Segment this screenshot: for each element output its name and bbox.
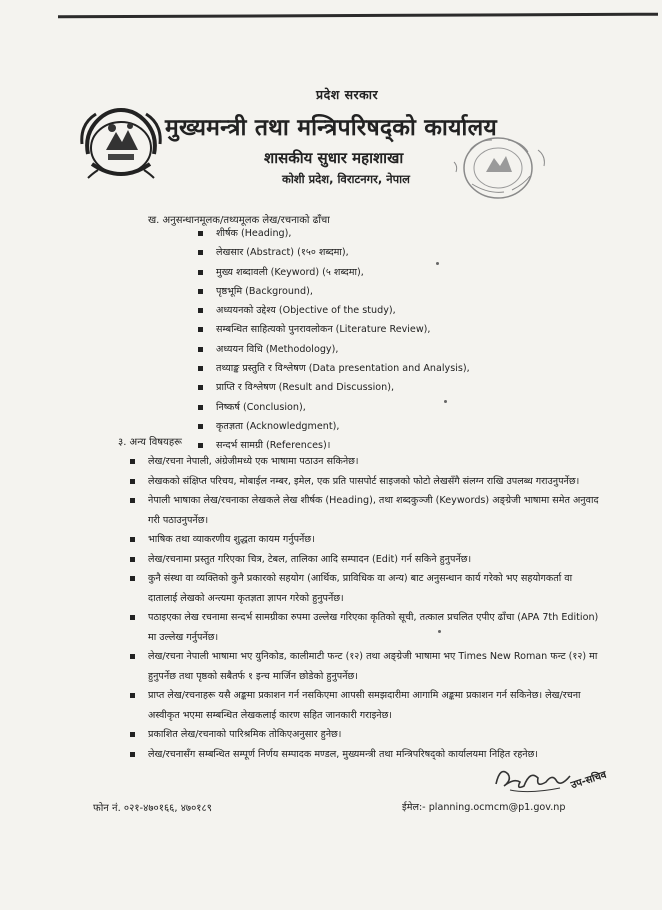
bullet-icon bbox=[130, 732, 135, 737]
list-item: प्राप्ति र विश्लेषण (Result and Discussion), bbox=[198, 378, 470, 397]
bullet-icon bbox=[198, 424, 203, 429]
bullet-icon bbox=[130, 615, 135, 620]
scan-speck bbox=[438, 630, 441, 633]
bullet-icon bbox=[198, 385, 203, 390]
bullet-icon bbox=[130, 693, 135, 698]
division-name: शासकीय सुधार महाशाखा bbox=[264, 149, 404, 167]
bullet-icon bbox=[130, 498, 135, 503]
bullet-icon bbox=[130, 459, 135, 464]
list-item: लेखकको संक्षिप्त परिचय, मोबाईल नम्बर, इमेल, एक प्रति पासपोर्ट साइजको फोटो लेखसँगै संलग्न राखि उपलब्ध गराउनुपर्नेछ। bbox=[130, 472, 600, 492]
list-item: अध्ययन विधि (Methodology), bbox=[198, 340, 470, 359]
list-item: नेपाली भाषाका लेख/रचनाका लेखकले लेख शीर्षक (Heading), तथा शब्दकुञ्जी (Keywords) अङ्ग्रेजी भाषामा समेत अनुवाद गरी पठाउनुपर्नेछ। bbox=[130, 491, 600, 530]
list-item: सन्दर्भ सामग्री (References)। bbox=[198, 436, 470, 455]
bullet-icon bbox=[198, 289, 203, 294]
list-item: लेख/रचनामा प्रस्तुत गरिएका चित्र, टेबल, तालिका आदि सम्पादन (Edit) गर्न सकिने हुनुपर्नेछ। bbox=[130, 550, 600, 570]
bullet-icon bbox=[198, 231, 203, 236]
list-item: मुख्य शब्दावली (Keyword) (५ शब्दमा), bbox=[198, 263, 470, 282]
list-item: पठाइएका लेख रचनामा सन्दर्भ सामग्रीका रुपमा उल्लेख गरिएका कृतिको सूची, तत्काल प्रचलित एपीए ढाँचा (APA 7th Edition) मा उल्लेख गर्नुपर्नेछ। bbox=[130, 608, 600, 647]
footer-phone: फोन नं. ०२१-४७०१६६, ४७०१८९ bbox=[93, 803, 212, 814]
footer-email: ईमेल:- planning.ocmcm@p1.gov.np bbox=[402, 802, 566, 813]
list-item: लेखसार (Abstract) (१५० शब्दमा), bbox=[198, 243, 470, 262]
section-kha-title: ख. अनुसन्धानमूलक/तथ्यमूलक लेख/रचनाको ढाँचा bbox=[148, 215, 330, 226]
list-item: निष्कर्ष (Conclusion), bbox=[198, 398, 470, 417]
bullet-icon bbox=[198, 405, 203, 410]
list-item: लेख/रचना नेपाली, अंग्रेजीमध्ये एक भाषामा पठाउन सकिनेछ। bbox=[130, 452, 600, 472]
section-3-title: ३. अन्य विषयहरू bbox=[118, 437, 182, 448]
bullet-icon bbox=[198, 443, 203, 448]
list-item: कृतज्ञता (Acknowledgment), bbox=[198, 417, 470, 436]
list-item: प्राप्त लेख/रचनाहरू यसै अङ्कमा प्रकाशन गर्न नसकिएमा आपसी समझदारीमा आगामि अङ्कमा प्रकाशन गर्न सकिनेछ। लेख/रचना अस्वीकृत भएमा सम्बन्धित लेखकलाई कारण सहित जानकारी गराइनेछ। bbox=[130, 686, 600, 725]
letterhead bbox=[0, 0, 662, 200]
list-item: भाषिक तथा व्याकरणीय शुद्धता कायम गर्नुपर्नेछ। bbox=[130, 530, 600, 550]
handwritten-signature bbox=[490, 760, 580, 796]
bullet-icon bbox=[198, 327, 203, 332]
bullet-icon bbox=[198, 308, 203, 313]
office-stamp-seal bbox=[448, 132, 552, 204]
list-item: लेख/रचना नेपाली भाषामा भए युनिकोड, कालीमाटी फन्ट (१२) तथा अङ्ग्रेजी भाषामा भए Times New Roman फन्ट (१२) मा हुनुपर्नेछ तथा पृष्ठको सबैतर्फ १ इन्च मार्जिन छोडेको हुनुपर्नेछ। bbox=[130, 647, 600, 686]
bullet-icon bbox=[130, 654, 135, 659]
list-item: अध्ययनको उद्देश्य (Objective of the study), bbox=[198, 301, 470, 320]
bullet-icon bbox=[198, 270, 203, 275]
nepal-emblem-icon bbox=[78, 104, 164, 182]
bullet-icon bbox=[198, 347, 203, 352]
signatory-title: उप-सचिव bbox=[569, 769, 608, 792]
list-item: सम्बन्धित साहित्यको पुनरावलोकन (Literature Review), bbox=[198, 320, 470, 339]
list-item: कुनै संस्था वा व्यक्तिको कुनै प्रकारको सहयोग (आर्थिक, प्राविधिक वा अन्य) बाट अनुसन्धान कार्य गरेको भए सहयोगकर्ता वा दातालाई लेखको अन्त्यमा कृतज्ञता ज्ञापन गरेको हुनुपर्नेछ। bbox=[130, 569, 600, 608]
list-item: लेख/रचनासँग सम्बन्धित सम्पूर्ण निर्णय सम्पादक मण्डल, मुख्यमन्त्री तथा मन्त्रिपरिषद्को कार्यालयमा निहित रहनेछ। bbox=[130, 745, 600, 765]
bullet-icon bbox=[198, 250, 203, 255]
bullet-icon bbox=[130, 479, 135, 484]
bullet-icon bbox=[130, 537, 135, 542]
bullet-icon bbox=[198, 366, 203, 371]
bullet-icon bbox=[130, 752, 135, 757]
bullet-icon bbox=[130, 576, 135, 581]
list-item: प्रकाशित लेख/रचनाको पारिश्रमिक तोकिएअनुसार हुनेछ। bbox=[130, 725, 600, 745]
scan-speck bbox=[444, 400, 447, 403]
list-item: तथ्याङ्क प्रस्तुति र विश्लेषण (Data presentation and Analysis), bbox=[198, 359, 470, 378]
list-item: शीर्षक (Heading), bbox=[198, 224, 470, 243]
office-name: मुख्यमन्त्री तथा मन्त्रिपरिषद्को कार्यालय bbox=[165, 115, 497, 141]
government-name: प्रदेश सरकार bbox=[316, 87, 379, 102]
scan-speck bbox=[436, 262, 439, 265]
bullet-icon bbox=[130, 557, 135, 562]
structure-list bbox=[198, 224, 470, 456]
office-address: कोशी प्रदेश, विराटनगर, नेपाल bbox=[282, 172, 410, 186]
rules-list bbox=[130, 452, 600, 764]
list-item: पृष्ठभूमि (Background), bbox=[198, 282, 470, 301]
